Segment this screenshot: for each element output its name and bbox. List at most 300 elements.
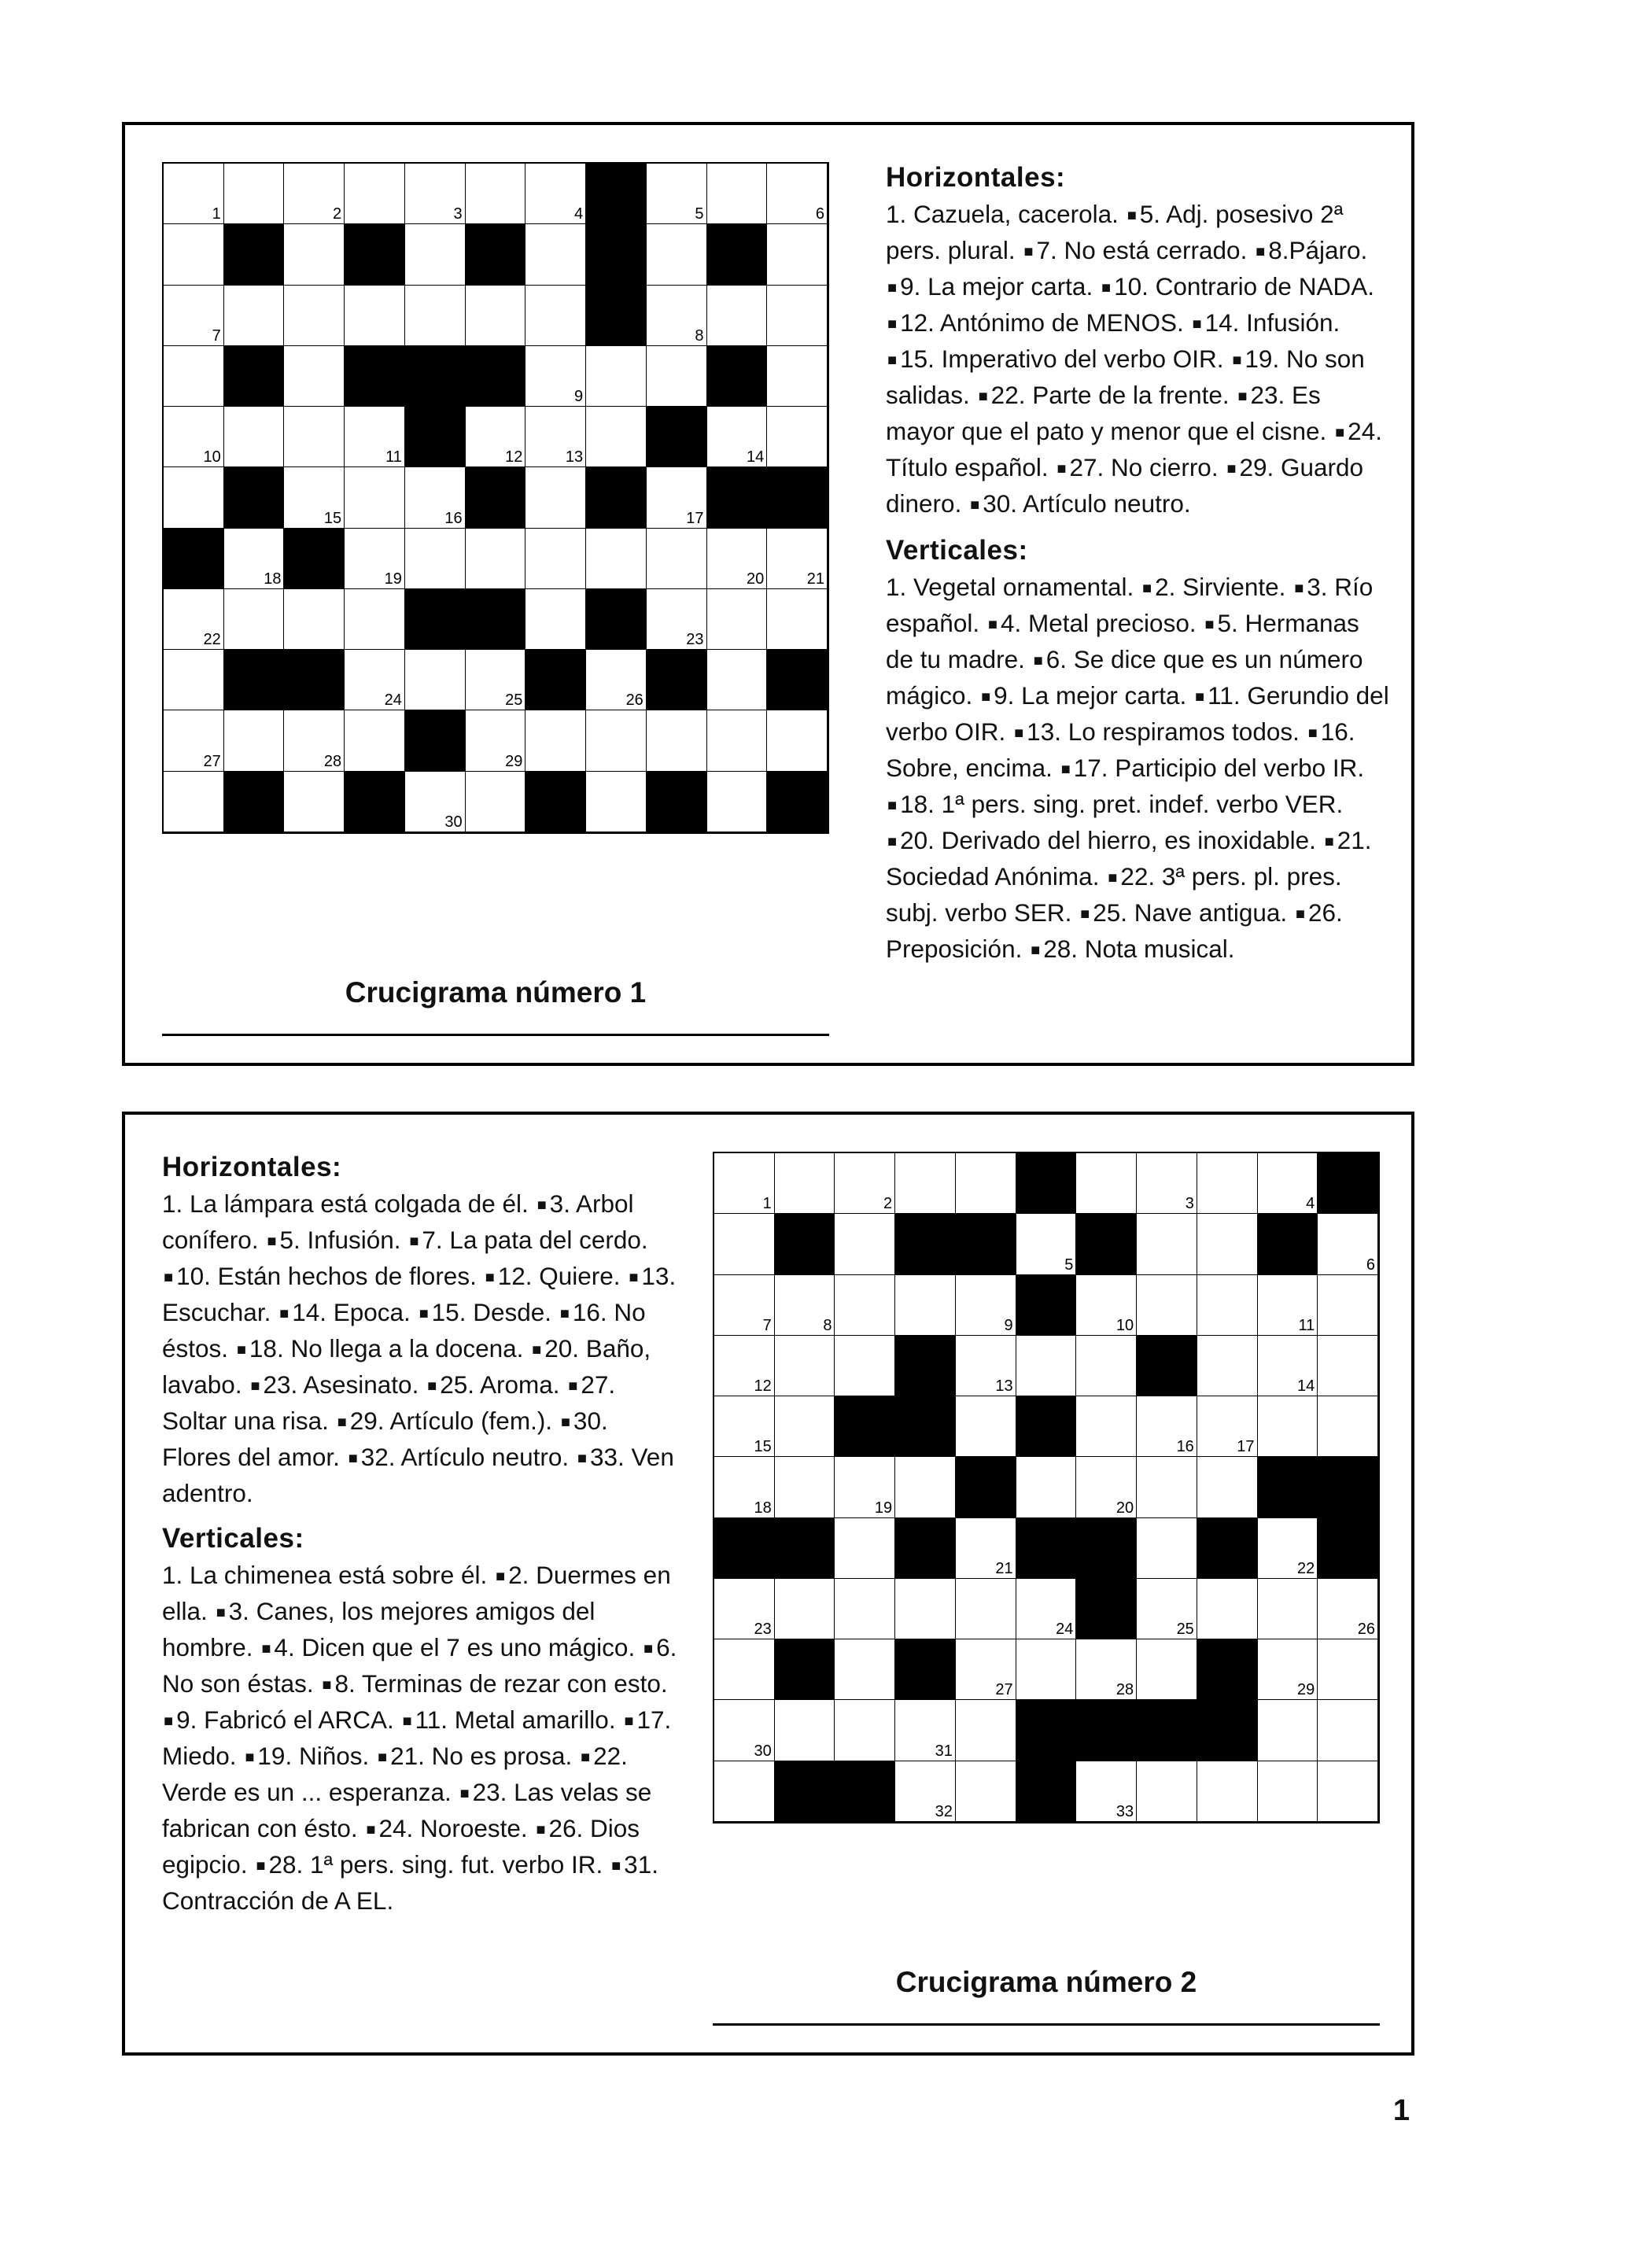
grid-cell[interactable] (525, 224, 586, 285)
black-cell (1016, 1275, 1077, 1336)
clue: 30. Artículo neutro. (983, 489, 1191, 518)
grid-cell[interactable] (405, 772, 466, 832)
grid-cell[interactable] (284, 772, 345, 832)
clue: 21. No es prosa. (390, 1742, 573, 1770)
grid-cell[interactable] (224, 286, 285, 346)
grid-cell[interactable] (1318, 1761, 1378, 1822)
clue-separator: ■ (1294, 580, 1304, 597)
grid-cell[interactable] (405, 286, 466, 346)
clue: 25. Aroma. (440, 1370, 560, 1399)
grid-cell[interactable] (1137, 1396, 1197, 1457)
grid-cell[interactable] (224, 710, 285, 771)
grid-cell[interactable] (1076, 1761, 1137, 1822)
black-cell (1258, 1457, 1318, 1517)
grid-cell[interactable] (956, 1396, 1016, 1457)
grid-cell[interactable] (525, 286, 586, 346)
clue-separator: ■ (485, 1269, 495, 1286)
grid-cell[interactable] (835, 1579, 895, 1639)
black-cell (1076, 1579, 1137, 1639)
black-cell (586, 164, 647, 224)
clue-number: 12 (754, 1377, 772, 1396)
clue-number: 6 (1366, 1256, 1375, 1274)
vertical-heading: Verticales: (886, 535, 1028, 566)
grid-cell[interactable] (1258, 1518, 1318, 1579)
grid-cell[interactable] (164, 772, 224, 832)
grid-cell[interactable] (895, 1153, 956, 1214)
black-cell (767, 772, 828, 832)
clue-number: 13 (565, 448, 584, 466)
grid-cell[interactable] (405, 164, 466, 224)
clue-separator: ■ (577, 1450, 587, 1467)
grid-cell[interactable] (586, 407, 647, 467)
grid-cell[interactable] (956, 1275, 1016, 1336)
clue-separator: ■ (559, 1305, 570, 1322)
clue-number: 21 (995, 1559, 1013, 1577)
grid-cell[interactable] (1318, 1579, 1378, 1639)
black-cell (345, 346, 405, 407)
grid-cell[interactable] (707, 529, 768, 589)
grid-cell[interactable] (1197, 1153, 1258, 1214)
clue-separator: ■ (348, 1450, 358, 1467)
grid-cell[interactable] (164, 286, 224, 346)
clue: 29. Artículo (fem.). (349, 1407, 553, 1435)
grid-cell[interactable] (1076, 1457, 1137, 1517)
grid-cell[interactable] (1318, 1214, 1378, 1274)
grid-cell[interactable] (1258, 1153, 1318, 1214)
grid-cell[interactable] (586, 529, 647, 589)
black-cell (1137, 1700, 1197, 1761)
clue-separator: ■ (1023, 243, 1034, 260)
clue: 11. Metal amarillo. (415, 1705, 616, 1734)
black-cell (405, 710, 466, 771)
grid-cell[interactable] (224, 164, 285, 224)
grid-cell[interactable] (164, 650, 224, 710)
grid-cell[interactable] (586, 710, 647, 771)
grid-cell[interactable] (525, 710, 586, 771)
grid-cell[interactable] (1076, 1639, 1137, 1700)
clue-separator: ■ (581, 1749, 591, 1766)
grid-cell[interactable] (714, 1457, 775, 1517)
clue: 4. Dicen que el 7 es uno mágico. (274, 1633, 636, 1661)
grid-cell[interactable] (164, 589, 224, 650)
clue-number: 15 (754, 1438, 772, 1456)
grid-cell[interactable] (164, 710, 224, 771)
grid-cell[interactable] (835, 1518, 895, 1579)
grid-cell[interactable] (895, 1579, 956, 1639)
crossword-1-panel (122, 122, 1414, 1066)
grid-cell[interactable] (164, 467, 224, 528)
clue-number: 1 (762, 1195, 772, 1213)
clue-separator: ■ (1127, 207, 1137, 224)
grid-cell[interactable] (767, 589, 828, 650)
grid-cell[interactable] (647, 529, 707, 589)
clue: 9. La mejor carta. (994, 681, 1187, 710)
clue: 32. Artículo neutro. (360, 1443, 570, 1471)
grid-cell[interactable] (714, 1700, 775, 1761)
clue-number: 22 (203, 631, 221, 649)
clue-number: 11 (385, 448, 402, 466)
grid-cell[interactable] (707, 772, 768, 832)
grid-cell[interactable] (956, 1518, 1016, 1579)
grid-cell[interactable] (164, 224, 224, 285)
grid-cell[interactable] (586, 346, 647, 407)
grid-cell[interactable] (345, 164, 405, 224)
grid-cell[interactable] (767, 286, 828, 346)
clue-separator: ■ (887, 797, 898, 814)
grid-cell[interactable] (647, 286, 707, 346)
grid-cell[interactable] (1137, 1761, 1197, 1822)
grid-cell[interactable] (1258, 1336, 1318, 1396)
clue: 18. 1ª pers. sing. pret. indef. verbo VER. (900, 790, 1344, 818)
clue: 25. Nave antigua. (1093, 898, 1288, 927)
vertical-clues (886, 570, 1389, 968)
grid-cell[interactable] (714, 1761, 775, 1822)
grid-cell[interactable] (284, 286, 345, 346)
grid-cell[interactable] (714, 1639, 775, 1700)
grid-cell[interactable] (647, 164, 707, 224)
grid-cell[interactable] (224, 407, 285, 467)
grid-cell[interactable] (466, 772, 526, 832)
grid-cell[interactable] (835, 1700, 895, 1761)
clue: 8. Terminas de rezar con esto. (334, 1669, 668, 1698)
clue: 29. Guardo dinero. (886, 453, 1364, 518)
clue-separator: ■ (987, 616, 997, 633)
clue: 9. Fabricó el ARCA. (176, 1705, 394, 1734)
grid-cell[interactable] (466, 529, 526, 589)
clue-number: 4 (573, 205, 584, 223)
clue-number: 29 (1297, 1681, 1315, 1699)
clue-separator: ■ (1204, 616, 1215, 633)
grid-cell[interactable] (1016, 1336, 1077, 1396)
vertical-heading: Verticales: (162, 1523, 304, 1554)
black-cell (895, 1336, 956, 1396)
grid-cell[interactable] (1197, 1761, 1258, 1822)
grid-cell[interactable] (707, 650, 768, 710)
grid-cell[interactable] (1197, 1579, 1258, 1639)
grid-cell[interactable] (835, 1336, 895, 1396)
grid-cell[interactable] (835, 1457, 895, 1517)
grid-cell[interactable] (405, 224, 466, 285)
clue-separator: ■ (402, 1713, 412, 1730)
black-cell (1197, 1639, 1258, 1700)
clue-number: 9 (573, 388, 584, 406)
grid-cell[interactable] (466, 286, 526, 346)
clue-number: 3 (1185, 1195, 1194, 1213)
grid-cell[interactable] (345, 710, 405, 771)
grid-cell[interactable] (1137, 1457, 1197, 1517)
grid-cell[interactable] (1258, 1700, 1318, 1761)
clue: 7. No está cerrado. (1036, 236, 1248, 264)
clue-number: 21 (806, 570, 824, 588)
grid-cell[interactable] (895, 1457, 956, 1517)
grid-cell[interactable] (284, 346, 345, 407)
grid-cell[interactable] (284, 164, 345, 224)
clue-separator: ■ (1101, 279, 1112, 297)
grid-cell[interactable] (835, 1214, 895, 1274)
grid-cell[interactable] (1318, 1700, 1378, 1761)
grid-cell[interactable] (707, 286, 768, 346)
clue: 20. Derivado del hierro, es inoxidable. (900, 826, 1316, 854)
clue-number: 8 (695, 326, 704, 345)
clue: 23. Las velas se fabrican con ésto. (162, 1778, 652, 1842)
grid-cell[interactable] (1197, 1336, 1258, 1396)
grid-cell[interactable] (1197, 1457, 1258, 1517)
clue-number: 12 (505, 448, 523, 466)
vertical-clues (162, 1558, 681, 1918)
clue: 6. Se dice que es un número mágico. (886, 645, 1363, 710)
grid-cell[interactable] (466, 710, 526, 771)
grid-cell[interactable] (405, 467, 466, 528)
grid-cell[interactable] (707, 164, 768, 224)
grid-cell[interactable] (767, 346, 828, 407)
grid-cell[interactable] (714, 1336, 775, 1396)
grid-cell[interactable] (775, 1457, 835, 1517)
clue-number: 2 (333, 205, 342, 223)
clue-separator: ■ (532, 1341, 542, 1359)
grid-cell[interactable] (1076, 1153, 1137, 1214)
grid-cell[interactable] (1016, 1457, 1077, 1517)
grid-cell[interactable] (284, 224, 345, 285)
grid-cell[interactable] (525, 589, 586, 650)
grid-cell[interactable] (405, 529, 466, 589)
clue-separator: ■ (887, 352, 898, 369)
clue-number: 26 (1357, 1621, 1375, 1639)
grid-cell[interactable] (707, 407, 768, 467)
grid-cell[interactable] (1016, 1214, 1077, 1274)
black-cell (1016, 1518, 1077, 1579)
clue-separator: ■ (887, 279, 898, 297)
grid-cell[interactable] (767, 407, 828, 467)
black-cell (224, 772, 285, 832)
grid-cell[interactable] (1258, 1761, 1318, 1822)
grid-cell[interactable] (714, 1579, 775, 1639)
clue: 18. No llega a la docena. (249, 1334, 524, 1363)
grid-cell[interactable] (714, 1153, 775, 1214)
grid-cell[interactable] (1258, 1639, 1318, 1700)
grid-cell[interactable] (647, 224, 707, 285)
clue: 16. Sobre, encima. (886, 717, 1355, 782)
grid-cell[interactable] (284, 407, 345, 467)
clue-separator: ■ (496, 1568, 506, 1585)
grid-cell[interactable] (586, 772, 647, 832)
grid-cell[interactable] (956, 1639, 1016, 1700)
grid-cell[interactable] (895, 1761, 956, 1822)
clue-separator: ■ (887, 315, 898, 333)
black-cell (707, 224, 768, 285)
grid-cell[interactable] (1318, 1396, 1378, 1457)
clue-number: 14 (1297, 1377, 1315, 1396)
grid-cell[interactable] (164, 164, 224, 224)
grid-cell[interactable] (1076, 1396, 1137, 1457)
clue: 6. No son éstas. (162, 1633, 677, 1698)
clue-number: 26 (625, 691, 643, 710)
clue-separator: ■ (1014, 725, 1024, 742)
clue-number: 17 (686, 509, 704, 527)
grid-cell[interactable] (775, 1275, 835, 1336)
grid-cell[interactable] (895, 1275, 956, 1336)
grid-cell[interactable] (775, 1396, 835, 1457)
grid-cell[interactable] (466, 164, 526, 224)
black-cell (895, 1214, 956, 1274)
clue: 22. 3ª pers. pl. pres. subj. verbo SER. (886, 862, 1342, 927)
black-cell (895, 1518, 956, 1579)
grid-cell[interactable] (466, 407, 526, 467)
grid-cell[interactable] (775, 1153, 835, 1214)
clue-separator: ■ (1031, 942, 1041, 959)
clue-separator: ■ (629, 1269, 639, 1286)
grid-cell[interactable] (525, 164, 586, 224)
grid-cell[interactable] (1137, 1639, 1197, 1700)
grid-cell[interactable] (956, 1579, 1016, 1639)
grid-cell[interactable] (345, 467, 405, 528)
clue: 13. Lo respiramos todos. (1027, 717, 1300, 746)
grid-cell[interactable] (525, 529, 586, 589)
clue-separator: ■ (536, 1821, 546, 1838)
grid-cell[interactable] (775, 1700, 835, 1761)
black-cell (1258, 1214, 1318, 1274)
grid-cell[interactable] (956, 1761, 1016, 1822)
grid-cell[interactable] (775, 1336, 835, 1396)
grid-cell[interactable] (1197, 1275, 1258, 1336)
grid-cell[interactable] (956, 1336, 1016, 1396)
grid-cell[interactable] (466, 650, 526, 710)
grid-cell[interactable] (1318, 1275, 1378, 1336)
grid-cell[interactable] (647, 467, 707, 528)
grid-cell[interactable] (1258, 1275, 1318, 1336)
clue-number: 25 (1176, 1621, 1194, 1639)
grid-cell[interactable] (586, 650, 647, 710)
grid-cell[interactable] (1197, 1214, 1258, 1274)
clue: 19. No son salidas. (886, 345, 1365, 409)
grid-cell[interactable] (1016, 1639, 1077, 1700)
clue-separator: ■ (1108, 869, 1118, 887)
grid-cell[interactable] (1137, 1153, 1197, 1214)
clue: 24. Noroeste. (378, 1814, 528, 1842)
clue: 9. La mejor carta. (900, 272, 1093, 301)
grid-cell[interactable] (956, 1153, 1016, 1214)
clue-separator: ■ (978, 388, 988, 405)
grid-cell[interactable] (284, 467, 345, 528)
clue: 27. No cierro. (1069, 453, 1219, 481)
clue: 22. Parte de la frente. (990, 381, 1230, 409)
clue: 4. Metal precioso. (1000, 609, 1197, 637)
grid-cell[interactable] (164, 346, 224, 407)
clue: 30. Flores del amor. (162, 1407, 608, 1471)
grid-cell[interactable] (895, 1700, 956, 1761)
grid-cell[interactable] (714, 1396, 775, 1457)
grid-cell[interactable] (1137, 1214, 1197, 1274)
clue-number: 18 (754, 1499, 772, 1517)
grid-cell[interactable] (835, 1639, 895, 1700)
grid-cell[interactable] (647, 346, 707, 407)
clue: 28. Nota musical. (1043, 935, 1235, 963)
clue: 17. Participio del verbo IR. (1073, 754, 1365, 782)
grid-cell[interactable] (835, 1153, 895, 1214)
grid-cell[interactable] (956, 1700, 1016, 1761)
clue-separator: ■ (1141, 580, 1152, 597)
grid-cell[interactable] (224, 589, 285, 650)
grid-cell[interactable] (767, 164, 828, 224)
grid-cell[interactable] (1318, 1639, 1378, 1700)
black-cell (767, 467, 828, 528)
clue: 28. 1ª pers. sing. fut. verbo IR. (268, 1850, 603, 1879)
grid-cell[interactable] (1076, 1336, 1137, 1396)
clue-number: 4 (1306, 1195, 1315, 1213)
grid-cell[interactable] (767, 529, 828, 589)
clue-number: 19 (874, 1499, 893, 1517)
clue-number: 16 (1176, 1438, 1194, 1456)
grid-cell[interactable] (1258, 1579, 1318, 1639)
clue-number: 24 (1056, 1621, 1074, 1639)
grid-cell[interactable] (1137, 1275, 1197, 1336)
grid-cell[interactable] (767, 710, 828, 771)
grid-cell[interactable] (224, 529, 285, 589)
grid-cell[interactable] (1318, 1336, 1378, 1396)
grid-cell[interactable] (345, 286, 405, 346)
grid-cell[interactable] (525, 346, 586, 407)
clue-separator: ■ (1226, 460, 1237, 478)
grid-cell[interactable] (345, 529, 405, 589)
grid-cell[interactable] (775, 1579, 835, 1639)
grid-cell[interactable] (284, 589, 345, 650)
clue-number: 23 (686, 631, 704, 649)
grid-cell[interactable] (835, 1275, 895, 1336)
crossword-2-clues (162, 1149, 681, 1927)
clue-separator: ■ (250, 1377, 260, 1395)
clue-number: 16 (444, 509, 463, 527)
clue-number: 1 (212, 205, 221, 223)
clue-number: 7 (212, 326, 221, 345)
clue-separator: ■ (624, 1713, 634, 1730)
grid-cell[interactable] (647, 710, 707, 771)
grid-cell[interactable] (284, 710, 345, 771)
clue-separator: ■ (245, 1749, 255, 1766)
grid-cell[interactable] (525, 407, 586, 467)
crossword-2-grid (713, 1152, 1380, 1823)
grid-cell[interactable] (707, 710, 768, 771)
grid-cell[interactable] (164, 407, 224, 467)
grid-cell[interactable] (1137, 1518, 1197, 1579)
clue: 26. Preposición. (886, 898, 1343, 963)
grid-cell[interactable] (1137, 1579, 1197, 1639)
grid-cell[interactable] (707, 589, 768, 650)
clue-number: 30 (754, 1742, 772, 1760)
grid-cell[interactable] (405, 650, 466, 710)
clue: 5. Infusión. (279, 1226, 401, 1254)
grid-cell[interactable] (714, 1214, 775, 1274)
black-cell (164, 529, 224, 589)
grid-cell[interactable] (1076, 1275, 1137, 1336)
clue-number: 8 (823, 1316, 832, 1334)
black-cell (466, 224, 526, 285)
grid-cell[interactable] (1197, 1396, 1258, 1457)
clue: 21. Sociedad Anónima. (886, 826, 1372, 891)
grid-cell[interactable] (1258, 1396, 1318, 1457)
clue-number: 9 (1004, 1316, 1013, 1334)
black-cell (775, 1639, 835, 1700)
grid-cell[interactable] (345, 650, 405, 710)
clue-number: 24 (384, 691, 402, 710)
grid-cell[interactable] (714, 1275, 775, 1336)
grid-cell[interactable] (767, 224, 828, 285)
grid-cell[interactable] (345, 589, 405, 650)
grid-cell[interactable] (525, 467, 586, 528)
grid-cell[interactable] (647, 589, 707, 650)
grid-cell[interactable] (1016, 1579, 1077, 1639)
black-cell (707, 346, 768, 407)
clue: 3. Río español. (886, 573, 1374, 637)
grid-cell[interactable] (345, 407, 405, 467)
